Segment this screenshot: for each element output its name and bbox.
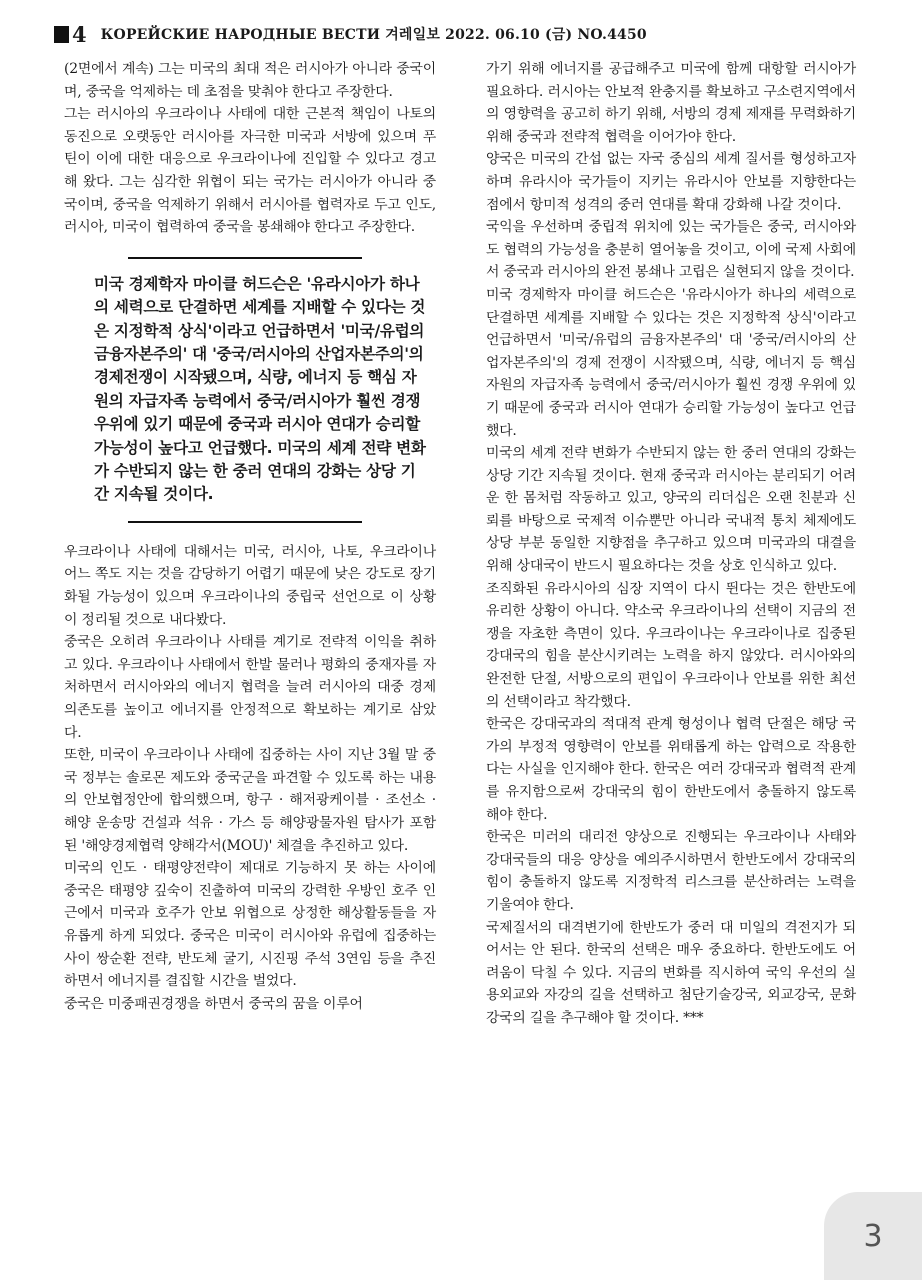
paragraph: 우크라이나 사태에 대해서는 미국, 러시아, 나토, 우크라이나 어느 쪽도 지는 것을 감당하기 어렵기 때문에 낮은 강도로 장기화될 가능성이 있으며 우크라이나의 중립국 선언으로 이 상황이 정리될 것으로 내다봤다.	[64, 543, 436, 628]
pull-quote-text: 미국 경제학자 마이클 허드슨은 '유라시아가 하나의 세력으로 단결하면 세계를 지배할 수 있다는 것은 지정학적 상식'이라고 언급하면서 '미국/유럽의 금융자본주의' 대 '중국/러시아의 산업자본주의'의 경제전쟁이 시작됐으며, 식량, 에너지 등 핵심 자원의 자급자족 능력에서 중국/러시아가 훨씬 경쟁 우위에 있기 때문에 중국과 러시아 연대가 승리할 가능성이 높다고 언급했다. 미국의 세계 전략 변화가 수반되지 않는 한 중러 연대의 강화는 상당 기간 지속될 것이다.	[94, 274, 426, 504]
paragraph: 한국은 미러의 대리전 양상으로 진행되는 우크라이나 사태와 강대국들의 대응 양상을 예의주시하면서 한반도에서 강대국의 힘이 충돌하지 않도록 지정학적 리스크를 분산하려는 노력을 기울여야 한다.	[486, 829, 856, 913]
paragraph: 한국은 강대국과의 적대적 관계 형성이나 협력 단절은 해당 국가의 부정적 영향력이 안보를 위태롭게 하는 압력으로 작용한다는 사실을 인지해야 한다. 한국은 여러 강대국과 협력적 관계를 유지함으로써 강대국의 힘이 한반도에서 충돌하지 않도록 해야 한다.	[486, 716, 856, 823]
paragraph: 미국 경제학자 마이클 허드슨은 '유라시아가 하나의 세력으로 단결하면 세계를 지배할 수 있다는 것은 지정학적 상식'이라고 언급하면서 '미국/유럽의 금융자본주의' 대 '중국/러시아의 산업자본주의'의 경제 전쟁이 시작됐으며, 식량, 에너지 등 핵심 자원의 자급자족 능력에서 중국/러시아가 훨씬 경쟁 우위에 있기 때문에 중국과 러시아 연대가 승리할 가능성이 높다고 언급했다.	[486, 286, 856, 439]
left-column	[64, 58, 436, 1015]
black-square-marker	[54, 26, 69, 43]
page-indicator-button[interactable]: 3	[824, 1192, 922, 1280]
paragraph: 중국은 오히려 우크라이나 사태를 계기로 전략적 이익을 취하고 있다. 우크라이나 사태에서 한발 물러나 평화의 중재자를 자처하면서 러시아와의 에너지 협력을 늘려 러시아의 대중 경제의존도를 높이고 에너지를 안정적으로 확보하는 계기로 삼았다.	[64, 634, 436, 741]
paragraph: 미국의 세계 전략 변화가 수반되지 않는 한 중러 연대의 강화는 상당 기간 지속될 것이다. 현재 중국과 러시아는 분리되기 어려운 한 몸처럼 작동하고 있고, 양국의 리더십은 오랜 친분과 신뢰를 바탕으로 국제적 이슈뿐만 아니라 국내적 통치 체제에도 상당 부분 동일한 지향점을 추구하고 있으며 미국과의 대결을 위해 상대국이 반드시 필요하다는 것을 상호 인식하고 있다.	[486, 445, 856, 575]
paragraph: 국익을 우선하며 중립적 위치에 있는 국가들은 중국, 러시아와도 협력의 가능성을 충분히 열어놓을 것이고, 이에 국제 사회에서 중국과 러시아의 완전 봉쇄나 고립은 실현되지 않을 것이다.	[486, 219, 856, 281]
page-header	[54, 20, 874, 48]
pull-quote	[64, 257, 436, 523]
paragraph: 가기 위해 에너지를 공급해주고 미국에 함께 대항할 러시아가 필요하다. 러시아는 안보적 완충지를 확보하고 구소련지역에서의 영향력을 공고히 하기 위해, 서방의 경제 제재를 무력화하기 위해 중국과 전략적 협력을 이어가야 한다.	[486, 61, 856, 145]
page-number: 4	[72, 21, 87, 47]
paragraph: 또한, 미국이 우크라이나 사태에 집중하는 사이 지난 3월 말 중국 정부는 솔로몬 제도와 중국군을 파견할 수 있도록 하는 내용의 안보협정안에 합의했으며, 항구 · 해저광케이블 · 조선소 · 해양 운송망 건설과 석유 · 가스 등 해양광물자원 탐사가 포함된 '해양경제협력 양해각서(MOU)' 체결을 추진하고 있다.	[64, 747, 436, 854]
divider	[128, 521, 362, 523]
paragraph: 중국은 미중패권경쟁을 하면서 중국의 꿈을 이루어	[64, 995, 363, 1012]
paragraph: 미국의 인도 · 태평양전략이 제대로 기능하지 못 하는 사이에 중국은 태평양 깊숙이 진출하여 미국의 강력한 우방인 호주 인근에서 미국과 호주가 안보 위협으로 상정한 해상활동들을 자유롭게 하게 되었다. 중국은 미국이 러시아와 유럽에 집중하는 사이 쌍순환 전략, 반도체 굴기, 시진핑 주석 3연임 등을 추진하면서 에너지를 결집할 시간을 벌었다.	[64, 860, 436, 990]
paragraph: 국제질서의 대격변기에 한반도가 중러 대 미일의 격전지가 되어서는 안 된다. 한국의 선택은 매우 중요하다. 한반도에도 어려움이 닥칠 수 있다. 지금의 변화를 직시하여 국익 우선의 실용외교와 자강의 길을 선택하고 첨단기술강국, 외교강국, 문화강국의 길을 추구해야 할 것이다. ***	[486, 919, 856, 1026]
paragraph: 조직화된 유라시아의 심장 지역이 다시 뛴다는 것은 한반도에 유리한 상황이 아니다. 약소국 우크라이나의 선택이 지금의 전쟁을 자초한 측면이 있다. 우크라이나는 우크라이나로 집중된 강대국의 힘을 분산시키려는 노력을 하지 않았다. 러시아와의 완전한 단절, 서방으로의 편입이 우크라이나 안보를 위한 최선의 선택이라고 착각했다.	[486, 580, 856, 710]
paragraph: (2면에서 계속) 그는 미국의 최대 적은 러시아가 아니라 중국이며, 중국을 억제하는 데 초점을 맞춰야 한다고 주장한다.	[64, 61, 436, 100]
paragraph: 양국은 미국의 간섭 없는 자국 중심의 세계 질서를 형성하고자 하며 유라시아 국가들이 지키는 유라시아 안보를 지향한다는 점에서 항미적 성격의 중러 연대를 확대 강화해 나갈 것이다.	[486, 151, 856, 213]
right-column	[486, 58, 856, 1030]
masthead: КОРЕЙСКИЕ НАРОДНЫЕ ВЕСТИ 겨레일보 2022. 06.10 (금) NO.4450	[100, 27, 647, 43]
paragraph: 그는 러시아의 우크라이나 사태에 대한 근본적 책임이 나토의 동진으로 오랫동안 러시아를 자극한 미국과 서방에 있으며 푸틴이 이에 대한 대응으로 우크라이나에 진입할 수 있다고 경고해 왔다. 그는 심각한 위협이 되는 국가는 러시아가 아니라 중국이며, 중국을 억제하기 위해서 러시아를 협력자로 두고 인도, 러시아, 미국이 협력하여 중국을 봉쇄해야 한다고 주장한다.	[64, 106, 436, 236]
